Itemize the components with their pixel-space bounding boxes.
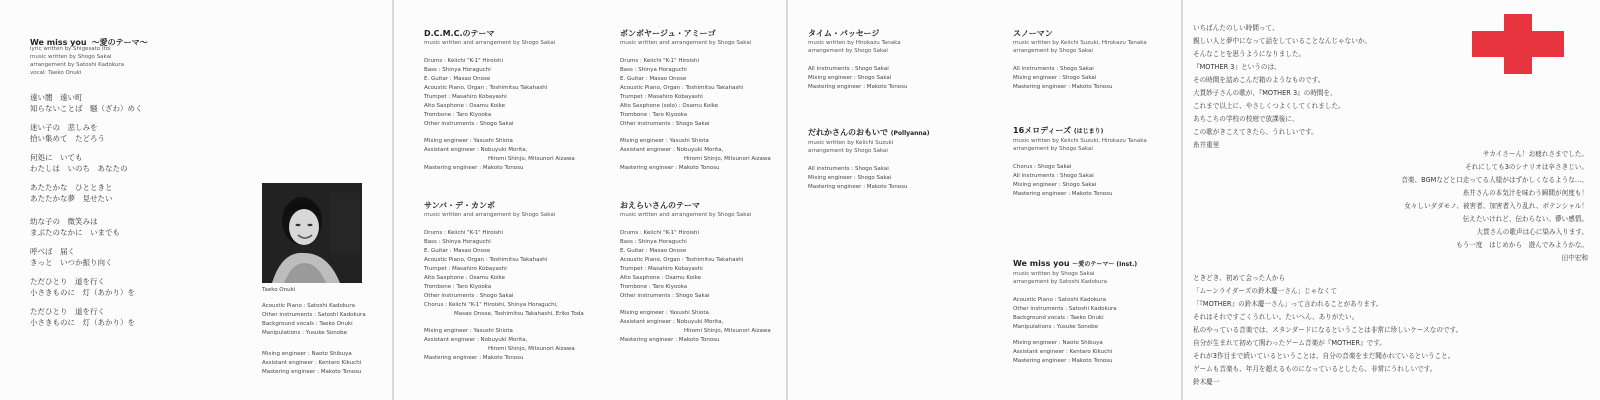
stanza: [30, 152, 143, 174]
personnel-line: All instruments : Shogo Sakai: [1013, 173, 1094, 179]
personnel-line: Assistant engineer : Kentaro Kikuchi: [262, 360, 362, 366]
track-credit: music written and arrangement by Shogo Sakai: [424, 40, 556, 46]
lyric-line: ただひとり 道を行く: [30, 277, 105, 286]
message-line: いちばんたのしい時間って、: [1193, 24, 1279, 32]
track-credit: music written and arrangement by Shogo Sakai: [620, 40, 752, 46]
personnel-line: All instruments : Shogo Sakai: [808, 166, 889, 172]
panel-credits-1: [394, 0, 786, 400]
track-credit: arrangement by Satoshi Kadokura: [1013, 279, 1108, 285]
message-line: それはそれですごくうれしい。たいへん、ありがたい。: [1193, 313, 1359, 321]
personnel-line: Assistant engineer : Kentaro Kikuchi: [1013, 349, 1113, 355]
engineer-line: Mixing engineer : Yasushi Shiota: [620, 310, 709, 316]
engineer-line: Hiromi Shinjo, Mitsunori Aizawa: [488, 156, 575, 162]
message-line: サカイさーん！お疲れさまでした。: [1482, 150, 1588, 158]
personnel-line: Mastering engineer : Makoto Tonosu: [1013, 84, 1113, 90]
personnel-line: Mastering engineer : Makoto Tonosu: [262, 369, 362, 375]
lyric-line: きっと いつか振り向く: [30, 258, 113, 267]
player-line: Acoustic Piano, Organ : Toshimitsu Takahashi: [620, 257, 744, 263]
stanza: [30, 92, 143, 114]
personnel-b: [262, 350, 362, 377]
player-line: Drums : Keiichi "K-1" Hiroishi: [424, 58, 504, 64]
track-credits: [620, 28, 771, 173]
player-line: Other instruments : Shogo Sakai: [620, 121, 710, 127]
player-line: Bass : Shinya Horaguchi: [424, 239, 491, 245]
lyric-line: あたたかな夢 見せたい: [30, 194, 113, 203]
engineer-line: Assistant engineer : Nobuyuki Morita,: [424, 147, 528, 153]
personnel-line: Mixing engineer : Shogo Sakai: [808, 175, 892, 181]
message-line: あちこちの学校の校庭で放課後に、: [1193, 115, 1299, 123]
personnel-line: Chorus : Shogo Sakai: [1013, 164, 1072, 170]
personnel-line: Mastering engineer : Makoto Tonosu: [1013, 191, 1113, 197]
vocalist-photo: [262, 183, 362, 283]
personnel-line: Mastering engineer : Makoto Tonosu: [808, 84, 908, 90]
track-credit: arrangement by Shogo Sakai: [808, 48, 888, 54]
engineer-line: Hiromi Shinjo, Mitsunori Aizawa: [488, 346, 575, 352]
player-line: Masao Onose, Toshimitsu Takahashi, Eriko Toda: [454, 311, 584, 317]
player-line: E. Guitar : Masao Onose: [620, 248, 687, 254]
stanza: [30, 122, 143, 144]
message-line: 「『MOTHER』の鈴木慶一さん」って言われることがあります。: [1193, 300, 1383, 308]
player-line: Bass : Shinya Horaguchi: [424, 67, 491, 73]
engineer-line: Mixing engineer : Yasushi Shiota: [620, 138, 709, 144]
engineer-line: Hiromi Shinjo, Mitsunori Aizawa: [684, 156, 771, 162]
lyric-line: わたしは いのち あなたの: [30, 164, 128, 173]
engineer-line: Mastering engineer : Makoto Tonosu: [620, 165, 720, 171]
player-line: E. Guitar : Masao Onose: [424, 76, 491, 82]
player-line: Other instruments : Shogo Sakai: [424, 121, 514, 127]
track-title: D.C.M.C.のテーマ: [424, 29, 495, 38]
itoi-signature: 糸井重里: [1193, 141, 1220, 149]
player-line: Trombone : Taro Kiyooka: [620, 284, 688, 290]
engineer-line: Mixing engineer : Yasushi Shiota: [424, 138, 513, 144]
panel-lyrics: [0, 0, 392, 400]
message-line: そんなことを思うようになりました。: [1193, 50, 1306, 58]
player-line: Trumpet : Masahiro Kobayashi: [424, 94, 507, 100]
lyric-line: 遠い闇 遠い町: [30, 93, 83, 102]
message-line: 大貫妙子さんの歌が、『MOTHER 3』の時間を、: [1193, 89, 1337, 97]
track-credit: arrangement by Shogo Sakai: [808, 148, 888, 154]
credit-line: vocal: Taeko Onuki: [30, 70, 82, 76]
track-credits: [620, 200, 771, 345]
personnel-line: Other instruments : Satoshi Kadokura: [262, 312, 366, 318]
track-subtitle: 〜愛のテーマ〜 (Inst.): [1072, 261, 1138, 268]
song-title: We miss you: [30, 38, 87, 47]
track-credits: [1013, 258, 1137, 366]
lyrics: [30, 92, 143, 328]
message-line: 女々しいダダモノ、被害者、加害者入り乱れ、ボテンシャル！: [1404, 202, 1588, 210]
player-line: Chorus : Keiichi "K-1" Hiroishi, Shinya Horaguchi,: [424, 302, 558, 308]
personnel-line: Manipulations : Yusuke Sonobe: [1013, 324, 1099, 330]
red-cross-icon: [1472, 14, 1564, 78]
player-line: Alto Saxphone (solo) : Osamu Koike: [620, 103, 719, 109]
engineer-line: Assistant engineer : Nobuyuki Morita,: [424, 337, 528, 343]
lyric-line: 呼べば 届く: [30, 247, 75, 256]
photo-caption: Taeko Onuki: [262, 287, 296, 293]
player-line: E. Guitar : Masao Onose: [424, 248, 491, 254]
personnel-line: Manipulations : Yusuke Sonobe: [262, 330, 348, 336]
player-line: Alto Saxphone : Osamu Koike: [424, 103, 505, 109]
player-line: Alto Saxphone : Osamu Koike: [424, 275, 505, 281]
message-line: ときどき、初めて会った人から: [1193, 274, 1286, 282]
lyric-line: まぶたのなかに いまでも: [30, 228, 120, 237]
lyric-line: 小さきものに 灯（あかり）を: [30, 318, 135, 327]
lyric-line: 拾い集めて たどろう: [30, 134, 105, 143]
engineer-line: Mastering engineer : Makoto Tonosu: [424, 355, 524, 361]
player-line: Drums : Keiichi "K-1" Hiroishi: [620, 230, 700, 236]
message-line: ゲームも音楽も、年月を超えるものになっているとしたら、非常にうれしいです。: [1193, 365, 1437, 373]
track-title: タイム・パッセージ: [808, 29, 880, 38]
player-line: Trombone : Taro Kiyooka: [424, 284, 492, 290]
panel-messages: [1183, 0, 1600, 400]
personnel-line: All instruments : Shogo Sakai: [1013, 66, 1094, 72]
message-line: 自分が生まれて初めて関わったゲーム音楽が『MOTHER』です。: [1193, 339, 1386, 347]
message-line: 伝えたいけれど、伝わらない。儚い感情。: [1462, 215, 1588, 223]
engineer-line: Hiromi Shinjo, Mitsunori Aizawa: [684, 328, 771, 334]
personnel-line: Mastering engineer : Makoto Tonosu: [808, 184, 908, 190]
message-line: 糸井さんの本気汁を味わう瞬間が何度も！: [1462, 189, 1588, 197]
player-line: Trumpet : Masahiro Kobayashi: [620, 266, 703, 272]
message-line: 親しい人と夢中になって話をしていることなんじゃないか。: [1193, 37, 1372, 45]
personnel-line: Mixing engineer : Naoto Shibuya: [1013, 340, 1103, 346]
track-title: 16メロディーズ: [1013, 126, 1072, 135]
track-title: おえらいさんのテーマ: [620, 201, 700, 210]
player-line: Other instruments : Shogo Sakai: [424, 293, 514, 299]
credit-line: lyric written by Shigesato Itoi: [30, 46, 111, 52]
player-line: Drums : Keiichi "K-1" Hiroishi: [620, 58, 700, 64]
itoi-message: [1193, 22, 1371, 152]
track-title: ボンボヤージュ・アミーゴ: [620, 29, 716, 38]
player-line: E. Guitar : Masao Onose: [620, 76, 687, 82]
track-subtitle: (はじまり): [1073, 128, 1104, 135]
message-line: 「ムーンライダーズの鈴木慶一さん」じゃなくて: [1193, 287, 1338, 295]
engineer-line: Assistant engineer : Nobuyuki Morita,: [620, 147, 724, 153]
personnel-line: Mixing engineer : Shogo Sakai: [808, 75, 892, 81]
lyric-line: 幼な子の 微笑みは: [30, 217, 98, 226]
player-line: Acoustic Piano, Organ : Toshimitsu Takahashi: [424, 257, 548, 263]
player-line: Trumpet : Masahiro Kobayashi: [424, 266, 507, 272]
lyric-line: ただひとり 道を行く: [30, 307, 105, 316]
track-credit: music written and arrangement by Shogo Sakai: [424, 212, 556, 218]
player-line: Drums : Keiichi "K-1" Hiroishi: [424, 230, 504, 236]
stanza: [30, 306, 143, 328]
personnel-line: Mixing engineer : Shogo Sakai: [1013, 75, 1097, 81]
player-line: Bass : Shinya Horaguchi: [620, 239, 687, 245]
player-line: Other instruments : Shogo Sakai: [620, 293, 710, 299]
stanza: [30, 216, 143, 238]
message-line: 『MOTHER 3』というのは、: [1193, 63, 1281, 71]
track-credit: music written by Keiichi Suzuki: [808, 140, 894, 146]
message-line: その時間を詰めこんだ箱のようなものです。: [1193, 76, 1325, 84]
track-credits: [808, 28, 908, 92]
stanza: [30, 182, 143, 204]
lyric-line: 迷い子の 悲しみを: [30, 123, 98, 132]
personnel-line: Background vocals : Taeko Onuki: [262, 321, 353, 327]
track-credits: [808, 127, 929, 192]
personnel-a: [262, 302, 366, 338]
personnel-line: Background vocals : Taeko Onuki: [1013, 315, 1104, 321]
credit-line: arrangement by Satoshi Kadokura: [30, 62, 125, 68]
player-line: Alto Saxphone : Osamu Koike: [620, 275, 701, 281]
track-credit: arrangement by Shogo Sakai: [1013, 146, 1093, 152]
personnel-line: Mixing engineer : Shogo Sakai: [1013, 182, 1097, 188]
engineer-line: Mastering engineer : Makoto Tonosu: [620, 337, 720, 343]
personnel-line: Acoustic Piano : Satoshi Kadokura: [262, 303, 356, 309]
player-line: Acoustic Piano, Organ : Toshimitsu Takahashi: [424, 85, 548, 91]
stanza: [30, 246, 143, 268]
song-credits: [30, 45, 124, 77]
suzuki-signature: 鈴木慶一: [1193, 378, 1220, 386]
track-title: だれかさんのおもいで: [808, 128, 888, 137]
player-line: Acoustic Piano, Organ : Toshimitsu Takahashi: [620, 85, 744, 91]
lyric-line: 小さきものに 灯（あかり）を: [30, 288, 135, 297]
player-line: Trombone : Taro Kiyooka: [620, 112, 688, 118]
engineer-line: Mastering engineer : Makoto Tonosu: [424, 165, 524, 171]
personnel-line: Acoustic Piano : Satoshi Kadokura: [1013, 297, 1107, 303]
message-line: これまで以上に、やさしくつよくしてくれました。: [1193, 102, 1345, 110]
track-title: We miss you: [1013, 259, 1070, 268]
engineer-line: Mixing engineer : Yasushi Shiota: [424, 328, 513, 334]
track-credit: music written by Shogo Sakai: [1013, 271, 1095, 277]
lyric-line: 何処に いても: [30, 153, 83, 162]
personnel-line: Other instruments : Satoshi Kadokura: [1013, 306, 1117, 312]
tanaka-message: [1401, 148, 1588, 265]
message-line: もう一度 はじめから 遊んでみようかな。: [1456, 241, 1588, 249]
message-line: 大貫さんの歌声は心に染み入ります。: [1476, 228, 1588, 236]
personnel-line: Mixing engineer : Naoto Shibuya: [262, 351, 352, 357]
track-credit: arrangement by Shogo Sakai: [1013, 48, 1093, 54]
credit-line: music written by Shogo Sakai: [30, 54, 112, 60]
panel-credits-2: [788, 0, 1181, 400]
engineer-line: Assistant engineer : Nobuyuki Morita,: [620, 319, 724, 325]
message-line: 音楽、BGMなどと口走ってる人様がはずかしくなるような…、: [1401, 176, 1588, 184]
track-credit: music written and arrangement by Shogo Sakai: [620, 212, 752, 218]
message-line: 私のやっている音楽では、スタンダードになるということは非常に珍しいケースなのです。: [1193, 326, 1463, 334]
track-title: サンバ・デ・カンポ: [424, 201, 496, 210]
track-credits: [1013, 125, 1147, 199]
message-line: この歌がきこえてきたら、うれしいです。: [1193, 128, 1318, 136]
personnel-line: Mastering engineer : Makoto Tonosu: [1013, 358, 1113, 364]
track-credit: music written by Hirokazu Tanaka: [808, 40, 901, 46]
track-credits: [424, 200, 584, 363]
suzuki-message: [1193, 272, 1462, 389]
track-credit: music written by Keiichi Suzuki, Hirokazu Tanaka: [1013, 40, 1147, 46]
player-line: Trombone : Taro Kiyooka: [424, 112, 492, 118]
tanaka-signature: 田中宏和: [1561, 254, 1588, 262]
stanza: [30, 276, 143, 298]
track-credit: music written by Keiichi Suzuki, Hirokazu Tanaka: [1013, 138, 1147, 144]
song-subtitle: 〜愛のテーマ〜: [91, 38, 148, 47]
lyric-line: あたたかな ひとときと: [30, 183, 113, 192]
lyric-line: 知らないことば 騒（ざわ）めく: [30, 104, 143, 113]
message-line: それにしても3のシナリオは辛さきじい。: [1465, 163, 1588, 171]
player-line: Trumpet : Masahiro Kobayashi: [620, 94, 703, 100]
message-line: それが3作目まで続いているということは、自分の音楽をまだ聞かれているということ。: [1193, 352, 1455, 360]
track-credits: [424, 28, 575, 173]
player-line: Bass : Shinya Horaguchi: [620, 67, 687, 73]
track-subtitle: (Pollyanna): [890, 130, 930, 137]
track-title: スノーマン: [1013, 29, 1053, 38]
personnel-line: All instruments : Shogo Sakai: [808, 66, 889, 72]
track-credits: [1013, 28, 1147, 92]
